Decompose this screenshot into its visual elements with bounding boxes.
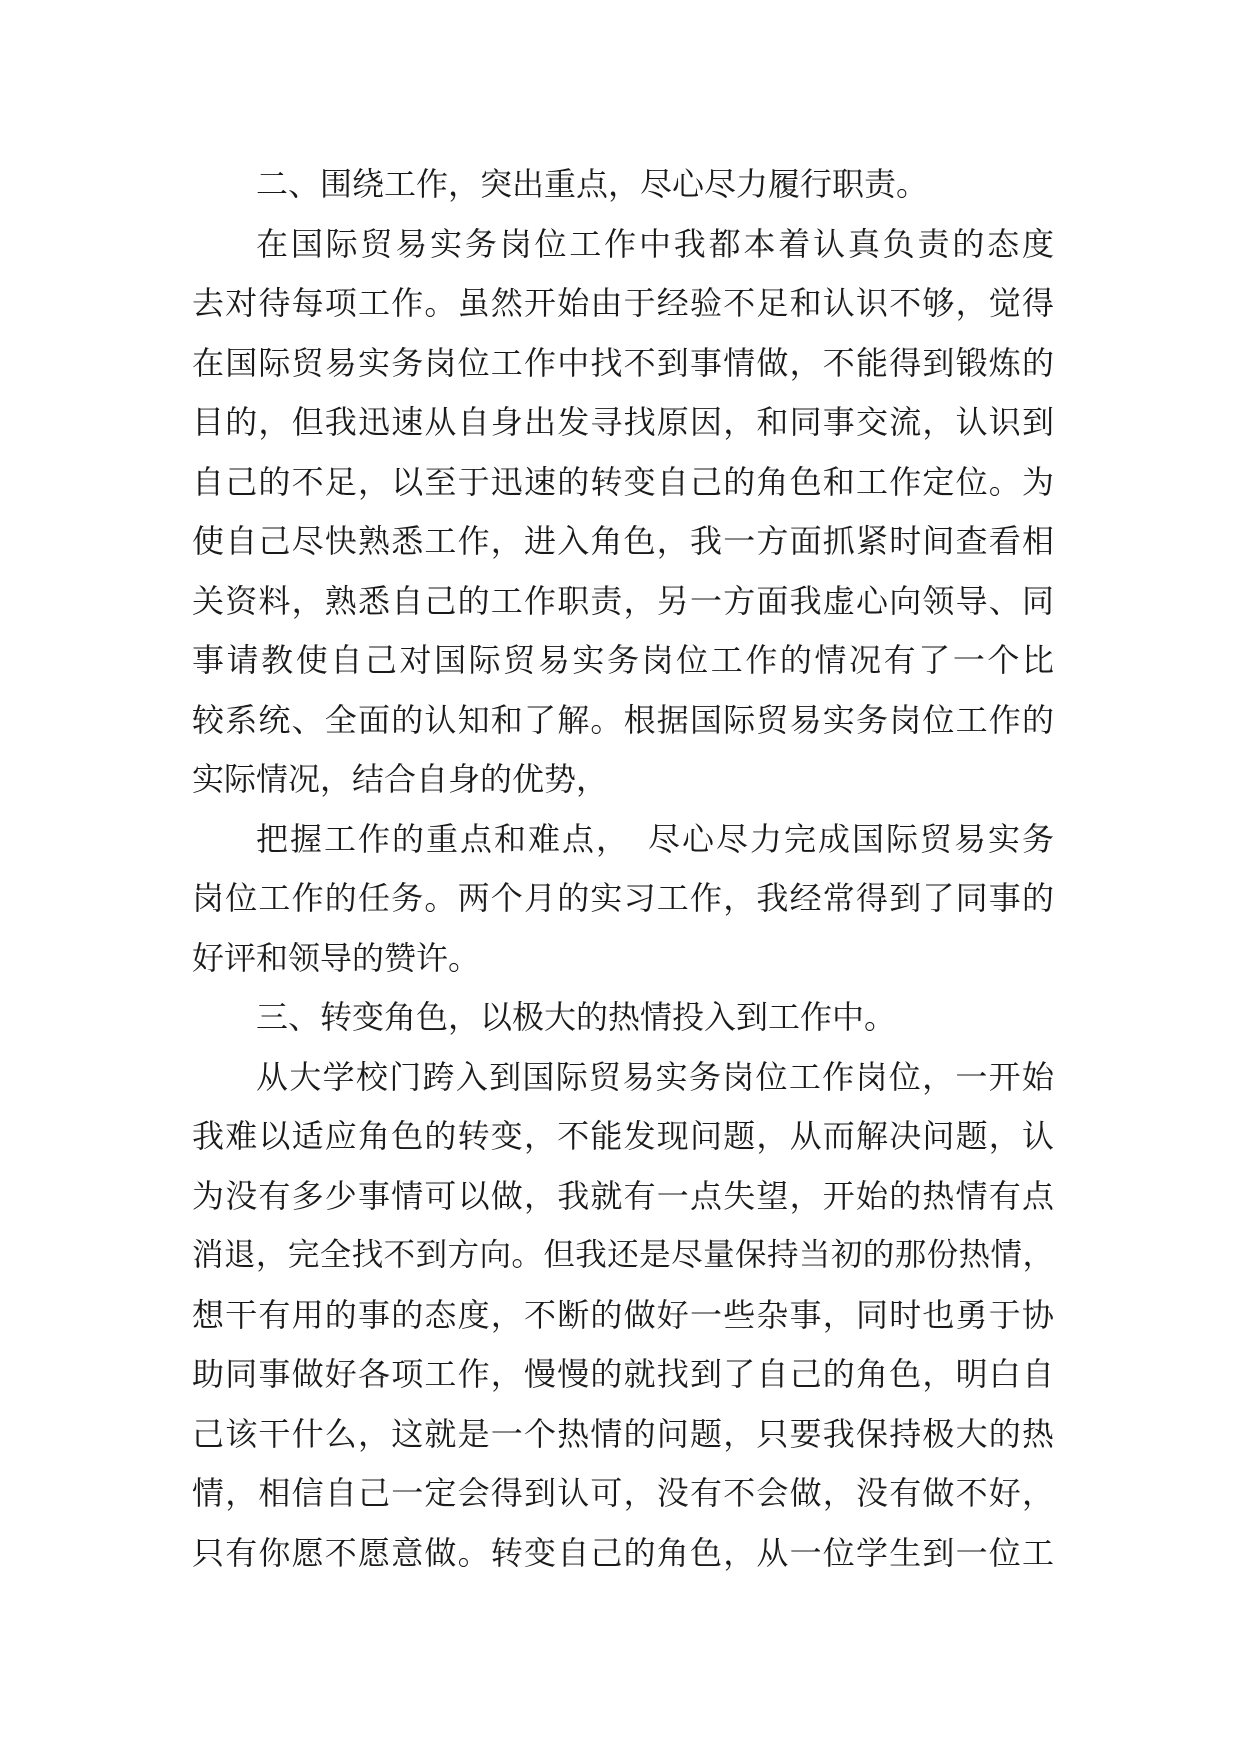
text-line: 实际情况，结合自身的优势， [192,760,609,798]
text-line: 好评和领导的赞许。 [192,938,481,977]
text-line: 想干有用的事的态度，不断的做好一些杂事，同时也勇于协 [192,1295,1054,1334]
text-line: 关资料，熟悉自己的工作职责，另一方面我虚心向领导、同 [192,581,1054,620]
text-line: 把握工作的重点和难点， 尽心尽力完成国际贸易实务 [256,819,1054,858]
text-line: 岗位工作的任务。两个月的实习工作，我经常得到了同事的 [192,879,1054,917]
text-line: 自己的不足，以至于迅速的转变自己的角色和工作定位。为 [192,462,1054,501]
text-line: 较系统、全面的认知和了解。根据国际贸易实务岗位工作的 [192,700,1054,739]
text-line: 在国际贸易实务岗位工作中找不到事情做，不能得到锻炼的 [192,343,1054,382]
text-line: 为没有多少事情可以做，我就有一点失望，开始的热情有点 [192,1176,1054,1215]
text-line: 情，相信自己一定会得到认可，没有不会做，没有做不好， [192,1474,1054,1512]
text-line: 助同事做好各项工作，慢慢的就找到了自己的角色，明白自 [192,1355,1054,1393]
text-line: 去对待每项工作。虽然开始由于经验不足和认识不够，觉得 [192,284,1054,322]
text-line: 二、围绕工作，突出重点，尽心尽力履行职责。 [256,165,929,203]
text-line: 事请教使自己对国际贸易实务岗位工作的情况有了一个比 [192,641,1054,679]
text-line: 己该干什么，这就是一个热情的问题，只要我保持极大的热 [192,1414,1054,1453]
text-line: 消退，完全找不到方向。但我还是尽量保持当初的那份热情， [192,1237,1054,1273]
text-line: 在国际贸易实务岗位工作中我都本着认真负责的态度 [256,224,1054,263]
text-line: 三、转变角色，以极大的热情投入到工作中。 [256,998,897,1036]
text-line: 目的，但我迅速从自身出发寻找原因，和同事交流，认识到 [192,403,1054,441]
document-body [192,155,1054,1583]
text-line: 我难以适应角色的转变，不能发现问题，从而解决问题，认 [192,1117,1054,1155]
text-line: 使自己尽快熟悉工作，进入角色，我一方面抓紧时间查看相 [192,522,1054,560]
text-line: 只有你愿不愿意做。转变自己的角色，从一位学生到一位工 [192,1533,1054,1572]
text-line: 从大学校门跨入到国际贸易实务岗位工作岗位，一开始 [256,1057,1054,1096]
